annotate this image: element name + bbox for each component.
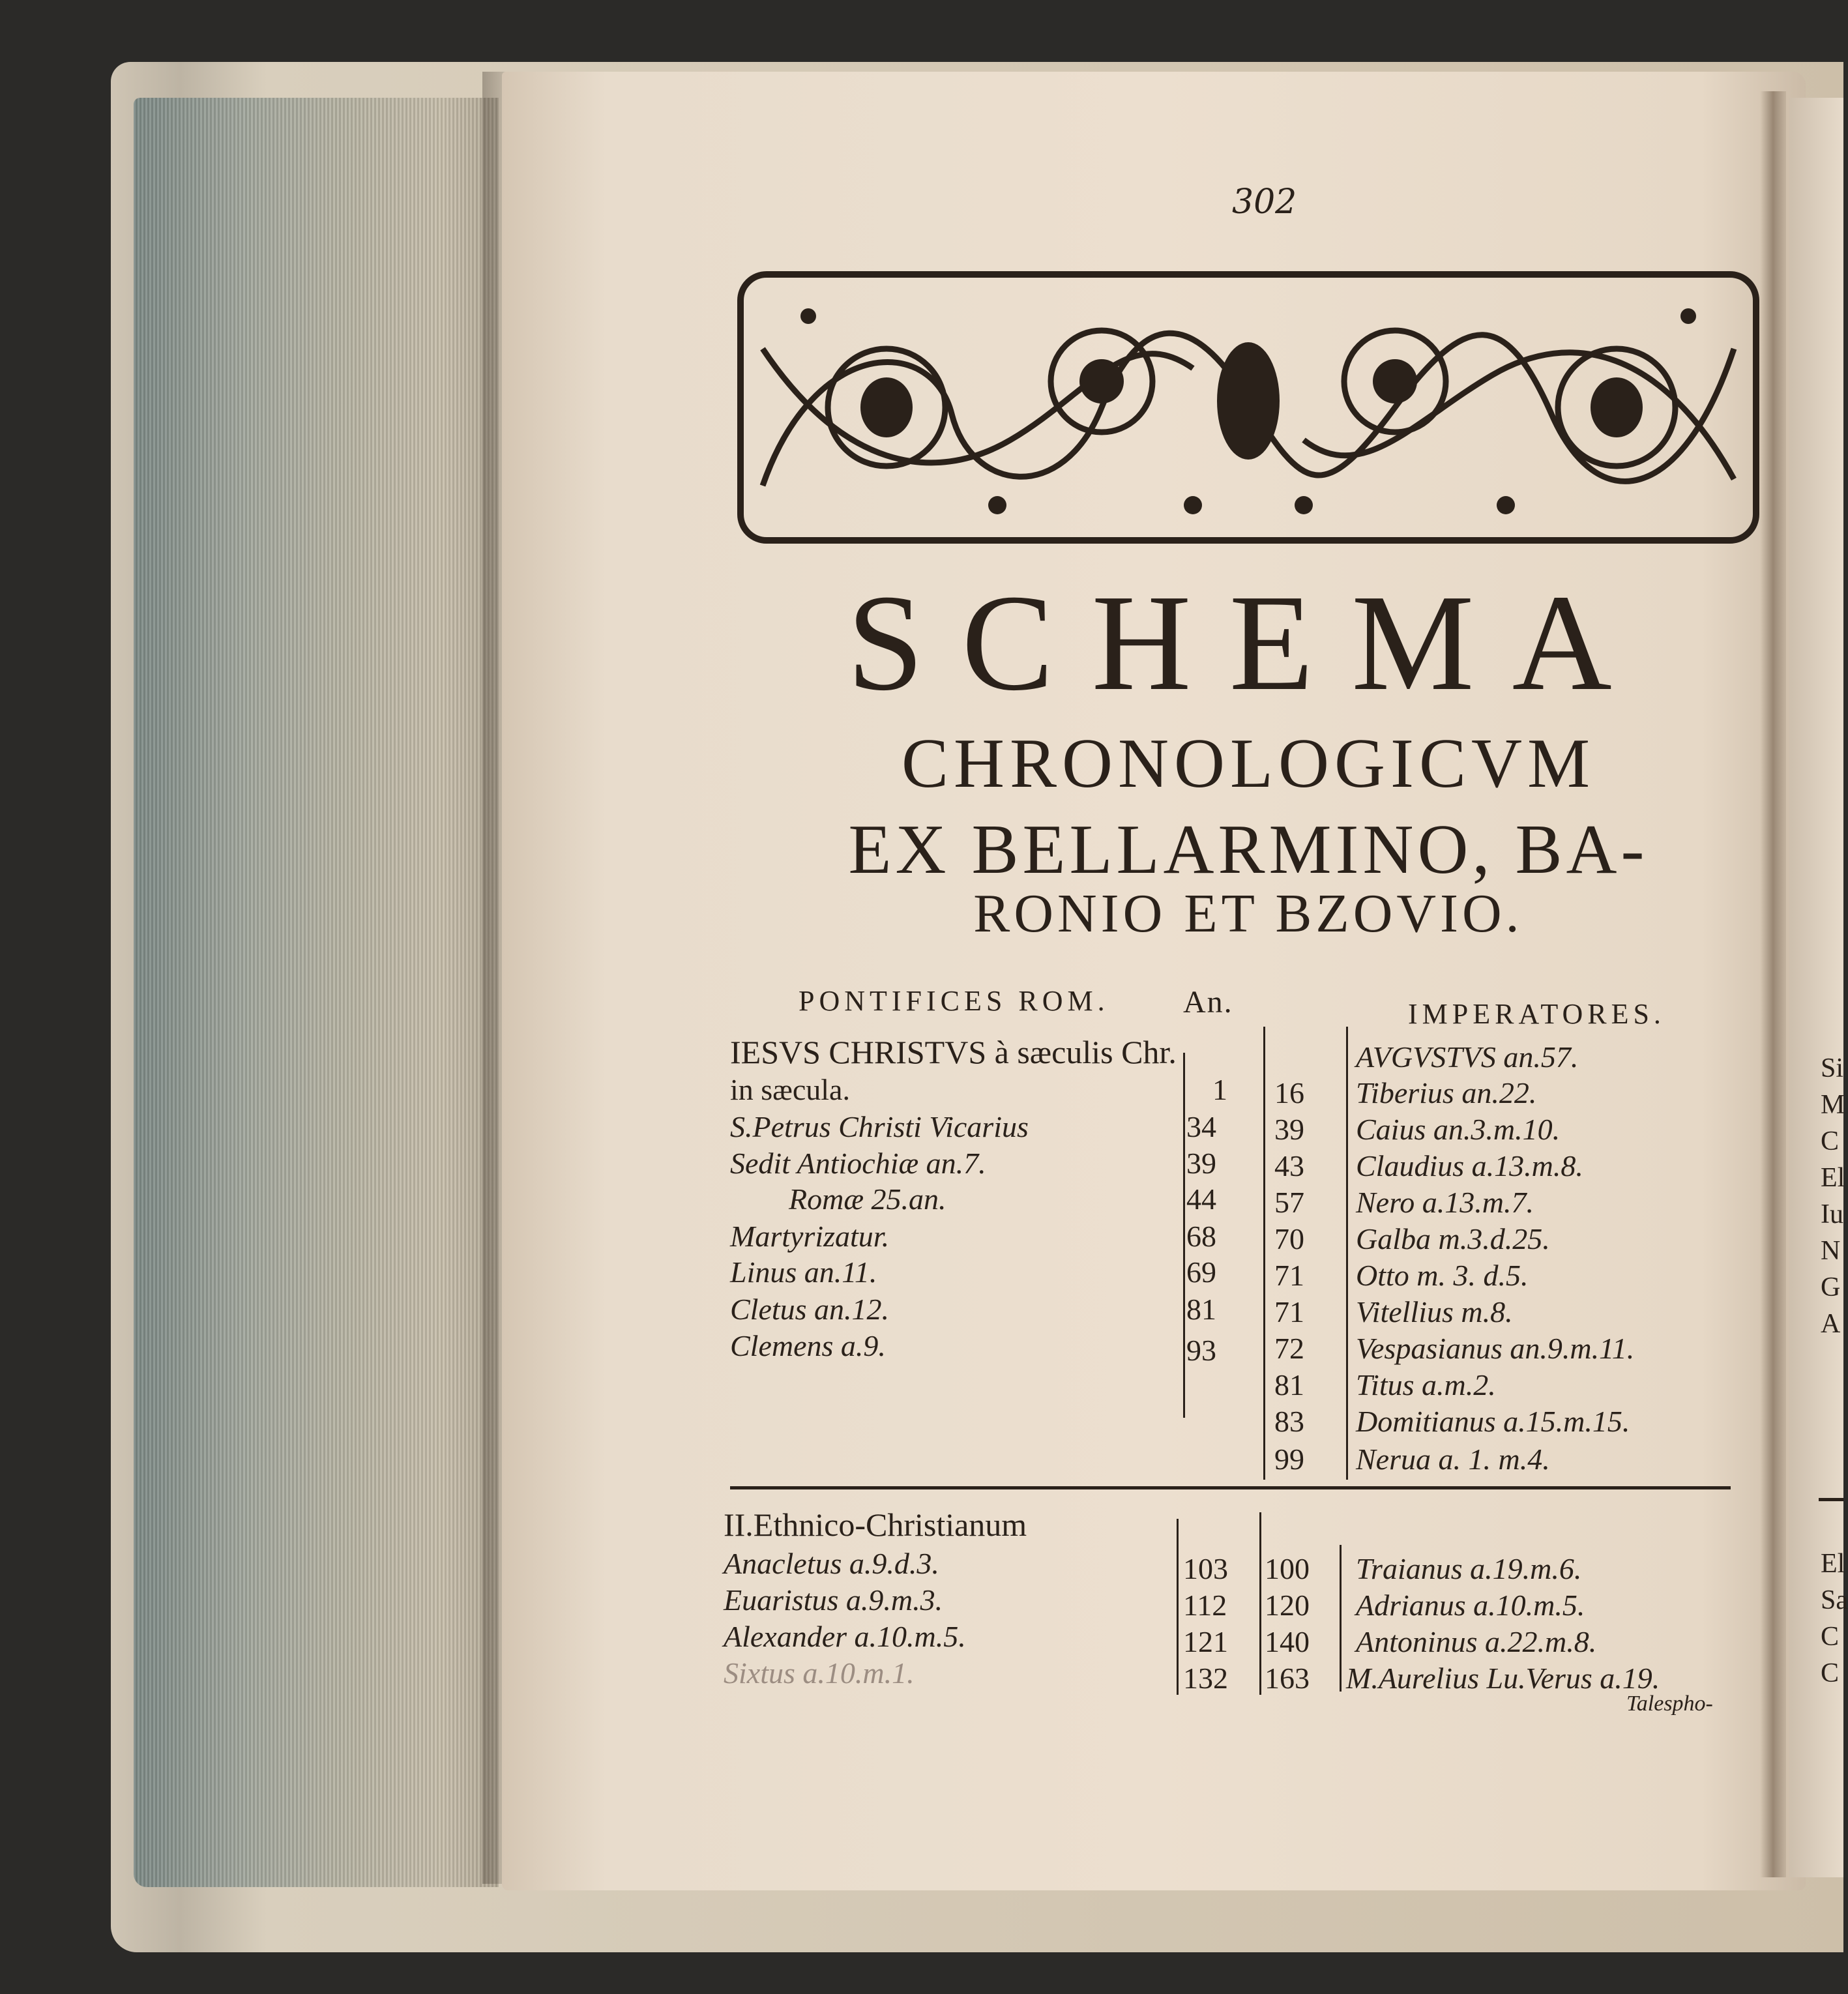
emperor-year: 100 xyxy=(1265,1552,1310,1585)
facing-divider xyxy=(1819,1498,1843,1501)
column-rule xyxy=(1177,1519,1179,1695)
header-pontifices: PONTIFICES ROM. xyxy=(799,985,1109,1017)
title-line-1: CHRONOLOGICVM xyxy=(901,725,1596,802)
header-imperatores: IMPERATORES. xyxy=(1408,998,1665,1030)
page-number: 302 xyxy=(1232,183,1297,222)
gutter-shadow xyxy=(1760,91,1786,1877)
emperor-entry: Caius an.3.m.10. xyxy=(1356,1113,1561,1146)
page-edges xyxy=(134,98,499,1887)
pontifex-entry: Martyrizatur. xyxy=(730,1220,890,1253)
emperor-entry: Nerua a. 1. m.4. xyxy=(1356,1443,1550,1476)
emperor-entry: Galba m.3.d.25. xyxy=(1356,1222,1550,1255)
facing-page-text xyxy=(1821,1053,1845,1345)
emperor-year: 81 xyxy=(1274,1368,1304,1401)
section-divider xyxy=(730,1486,1731,1489)
facing-line: Si xyxy=(1821,1053,1844,1083)
emperor-year: 57 xyxy=(1274,1186,1304,1219)
column-rule xyxy=(1183,1053,1185,1418)
facing-page-text xyxy=(1821,1548,1848,1694)
pontifex-entry: Anacletus a.9.d.3. xyxy=(724,1547,939,1580)
facing-line: C xyxy=(1821,1622,1840,1652)
emperor-year: 120 xyxy=(1265,1589,1310,1622)
header-anno: An. xyxy=(1183,985,1233,1019)
pontifex-year: 132 xyxy=(1183,1662,1228,1695)
pontifex-year: 103 xyxy=(1183,1552,1228,1585)
title-schema: SCHEMA xyxy=(847,566,1650,719)
facing-line: El xyxy=(1821,1549,1845,1579)
emperor-year: 83 xyxy=(1274,1405,1304,1438)
emperor-entry: Nero a.13.m.7. xyxy=(1356,1186,1534,1219)
emperor-entry: M.Aurelius Lu.Verus a.19. xyxy=(1346,1662,1660,1695)
pontifex-entry: IESVS CHRISTVS à sæculis Chr. xyxy=(730,1034,1177,1070)
emperor-entry: Tiberius an.22. xyxy=(1356,1076,1537,1109)
emperor-entry: Traianus a.19.m.6. xyxy=(1356,1552,1582,1585)
emperor-year: 71 xyxy=(1274,1259,1304,1292)
emperor-entry: Vespasianus an.9.m.11. xyxy=(1356,1332,1635,1365)
facing-line: C xyxy=(1821,1126,1840,1156)
pontifex-year: 93 xyxy=(1186,1334,1216,1367)
emperor-year: 72 xyxy=(1274,1332,1304,1365)
column-rule xyxy=(1263,1027,1265,1480)
title-line-3: RONIO ET BZOVIO. xyxy=(973,883,1523,944)
emperor-year: 43 xyxy=(1274,1149,1304,1182)
pontifex-entry: Alexander a.10.m.5. xyxy=(724,1620,966,1653)
emperor-year: 99 xyxy=(1274,1443,1304,1476)
section-title: II.Ethnico-Christianum xyxy=(724,1506,1027,1543)
pontifex-year: 69 xyxy=(1186,1255,1216,1289)
emperor-year: 71 xyxy=(1274,1295,1304,1328)
column-rule xyxy=(1259,1512,1261,1695)
title-line-2: EX BELLARMINO, BA- xyxy=(848,811,1649,888)
facing-line: M xyxy=(1821,1090,1845,1120)
facing-line: C xyxy=(1821,1658,1840,1688)
pontifex-entry: Sixtus a.10.m.1. xyxy=(724,1656,915,1690)
emperor-entry: Domitianus a.15.m.15. xyxy=(1356,1405,1630,1438)
pontifex-year: 39 xyxy=(1186,1147,1216,1180)
pontifex-year: 44 xyxy=(1186,1182,1216,1216)
pontifex-year: 1 xyxy=(1212,1073,1227,1106)
pontifex-year: 68 xyxy=(1186,1220,1216,1253)
emperor-year: 140 xyxy=(1265,1625,1310,1658)
column-rule xyxy=(1340,1545,1342,1692)
emperor-entry: AVGVSTVS an.57. xyxy=(1356,1040,1579,1074)
pontifex-entry: Linus an.11. xyxy=(730,1255,877,1289)
emperor-entry: Adrianus a.10.m.5. xyxy=(1356,1589,1585,1622)
catchword: Talespho- xyxy=(1626,1692,1713,1716)
pontifex-year: 81 xyxy=(1186,1293,1216,1326)
ornamental-headpiece xyxy=(737,271,1760,544)
facing-line: A xyxy=(1821,1309,1841,1339)
pontifex-entry: Romæ 25.an. xyxy=(789,1182,946,1216)
emperor-year: 70 xyxy=(1274,1222,1304,1255)
facing-line: Iu xyxy=(1821,1199,1843,1229)
pontifex-entry: Clemens a.9. xyxy=(730,1329,886,1362)
emperor-entry: Otto m. 3. d.5. xyxy=(1356,1259,1529,1292)
pontifex-year: 112 xyxy=(1183,1589,1227,1622)
emperor-entry: Antoninus a.22.m.8. xyxy=(1356,1625,1597,1658)
emperor-year: 39 xyxy=(1274,1113,1304,1146)
pontifex-entry: Euaristus a.9.m.3. xyxy=(724,1583,943,1617)
emperor-entry: Claudius a.13.m.8. xyxy=(1356,1149,1583,1182)
emperor-year: 163 xyxy=(1265,1662,1310,1695)
emperor-entry: Vitellius m.8. xyxy=(1356,1295,1513,1328)
facing-line: N xyxy=(1821,1236,1841,1266)
facing-line: El xyxy=(1821,1163,1845,1193)
pontifex-entry: in sæcula. xyxy=(730,1073,850,1106)
pontifex-entry: S.Petrus Christi Vicarius xyxy=(730,1110,1029,1143)
facing-line: Sa xyxy=(1821,1585,1848,1615)
emperor-year: 16 xyxy=(1274,1076,1304,1109)
facing-line: G xyxy=(1821,1272,1841,1302)
emperor-entry: Titus a.m.2. xyxy=(1356,1368,1496,1401)
pontifex-year: 34 xyxy=(1186,1110,1216,1143)
pontifex-year: 121 xyxy=(1183,1625,1228,1658)
column-rule xyxy=(1346,1027,1348,1480)
pontifex-entry: Cletus an.12. xyxy=(730,1293,890,1326)
pontifex-entry: Sedit Antiochiæ an.7. xyxy=(730,1147,986,1180)
